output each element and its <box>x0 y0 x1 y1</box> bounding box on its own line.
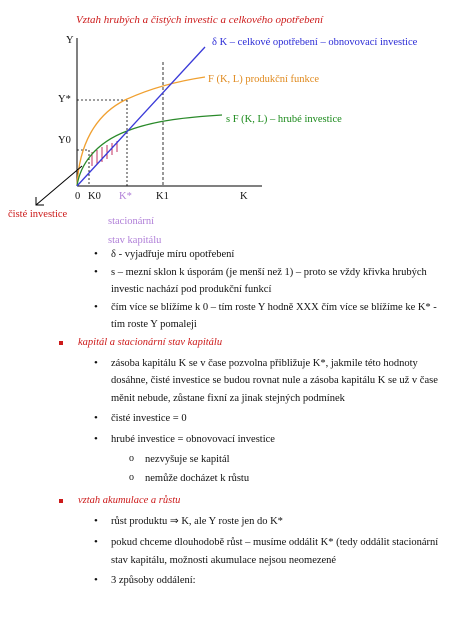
section-heading-capital: kapitál a stacionární stav kapitálu <box>0 334 453 352</box>
production-curve <box>77 77 205 186</box>
origin-tick: 0 <box>75 191 81 202</box>
list-item: • 3 způsoby oddálení: <box>0 572 453 590</box>
list-item: • zásoba kapitálu K se v čase pozvolna přibližuje K*, jakmile této hodnoty dosáhne, čisté investice se budou rovnat nule a zásoba kapitálu K se už v čase měnit nebude, zůstane fixní za jinak stejných podmínek <box>0 355 453 408</box>
notes <box>0 246 453 590</box>
sub-list-item: o nezvyšuje se kapitál <box>0 451 453 469</box>
list-item: • hrubé investice = obnovovací investice <box>0 431 453 449</box>
steady-state-line-2: stav kapitálu <box>108 235 162 246</box>
net-investment-hatch <box>92 141 117 166</box>
bullet-list-3 <box>0 513 453 589</box>
steady-state-line-1: stacionární <box>108 216 155 227</box>
y0-tick: Y0 <box>58 135 71 146</box>
production-label: F (K, L) produkční funkce <box>208 74 320 85</box>
sub-list-item: o nemůže docházet k růstu <box>0 470 453 488</box>
gross-investment-label: s F (K, L) – hrubé investice <box>226 114 342 125</box>
depreciation-line <box>77 47 205 186</box>
k1-tick: K1 <box>156 191 169 202</box>
net-investment-label: čisté investice <box>8 209 68 220</box>
growth-chart <box>0 0 453 210</box>
steady-state-label <box>108 212 161 250</box>
list-item: • růst produktu ⇒ K, ale Y roste jen do K* <box>0 513 453 531</box>
list-item: • δ - vyjadřuje míru opotřebení <box>0 246 453 264</box>
x-axis-label: K <box>240 191 248 202</box>
list-item: • čím více se blížíme k 0 – tím roste Y hodně XXX čím více se blížíme ke K* - tím roste Y pomaleji <box>0 299 453 334</box>
y-star-tick: Y* <box>58 94 71 105</box>
depreciation-label: δ K – celkové opotřebení – obnovovací investice <box>212 37 418 48</box>
section-heading-growth: vztah akumulace a růstu <box>0 492 453 510</box>
list-item: • čisté investice = 0 <box>0 410 453 428</box>
k-star-tick: K* <box>119 191 132 202</box>
list-item: • s – mezní sklon k úsporám (je menší než 1) – proto se vždy křivka hrubých investic nachází pod produkční funkcí <box>0 264 453 299</box>
bullet-list-1 <box>0 246 453 334</box>
list-item: • pokud chceme dlouhodobě růst – musíme oddálit K* (tedy oddálit stacionární stav kapitálu, možnosti akumulace nejsou neomezené <box>0 534 453 569</box>
k0-tick: K0 <box>88 191 101 202</box>
chart-title: Vztah hrubých a čistých investic a celkového opotřebení <box>76 14 324 26</box>
gross-investment-curve <box>77 115 222 186</box>
y-axis-label: Y <box>66 35 74 46</box>
bullet-list-2 <box>0 355 453 488</box>
